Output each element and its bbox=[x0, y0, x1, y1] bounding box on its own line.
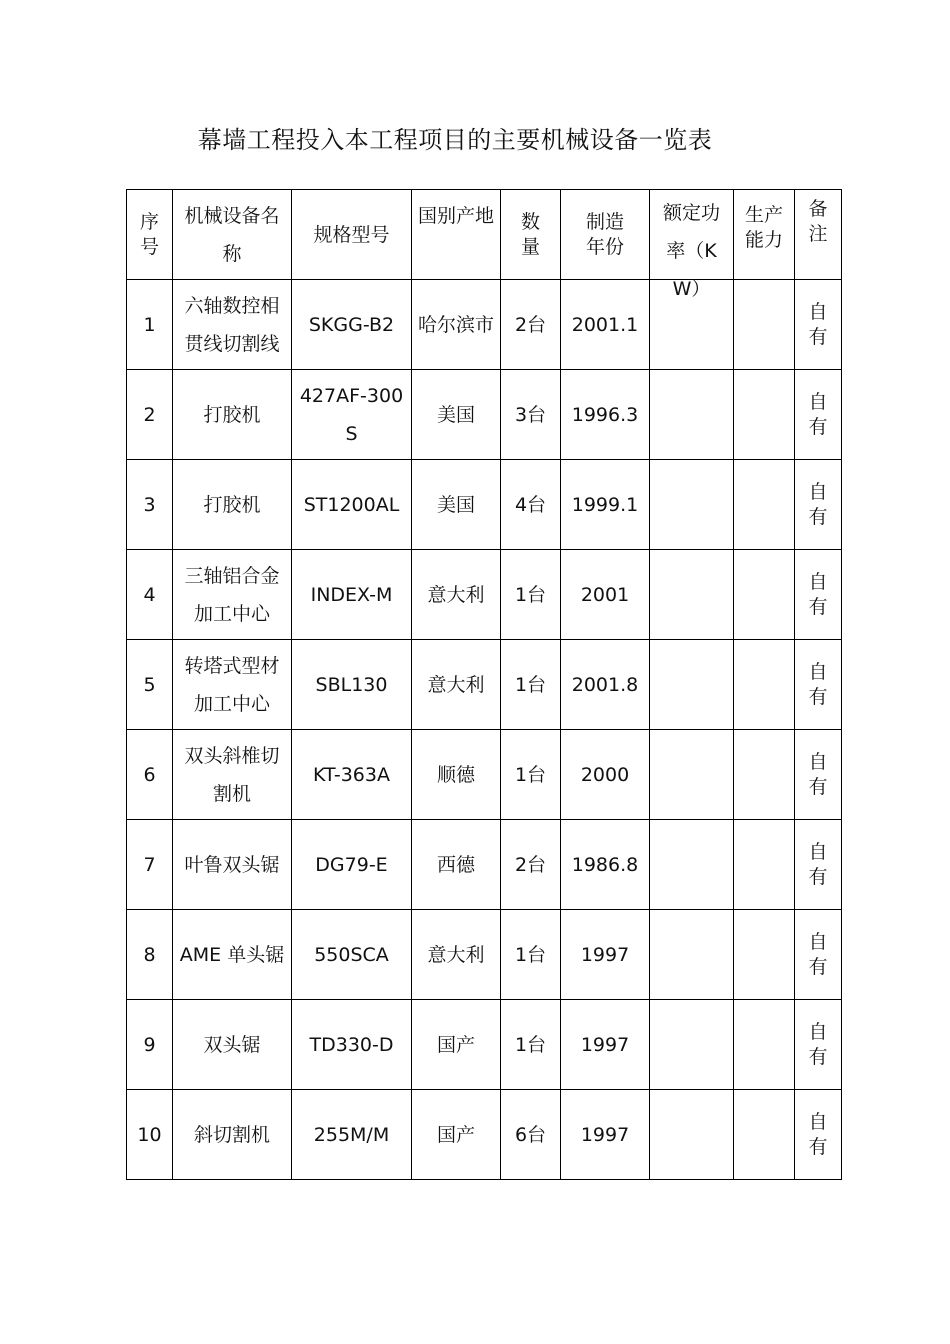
cell-quantity: 1台 bbox=[501, 910, 561, 1000]
cell-origin: 顺德 bbox=[412, 730, 501, 820]
cell-note: 自有 bbox=[795, 640, 842, 730]
cell-origin: 美国 bbox=[412, 460, 501, 550]
cell-note: 自有 bbox=[795, 1090, 842, 1180]
cell-origin: 国产 bbox=[412, 1090, 501, 1180]
table-row bbox=[127, 730, 842, 820]
cell-name: AME 单头锯 bbox=[173, 910, 292, 1000]
cell-quantity: 4台 bbox=[501, 460, 561, 550]
cell-index: 7 bbox=[127, 820, 173, 910]
cell-origin: 意大利 bbox=[412, 640, 501, 730]
cell-model: 255M/M bbox=[292, 1090, 412, 1180]
header-origin: 国别产地 bbox=[412, 190, 501, 280]
table-header-row bbox=[127, 190, 842, 280]
cell-name: 打胶机 bbox=[173, 370, 292, 460]
cell-year: 1996.3 bbox=[561, 370, 650, 460]
table-row bbox=[127, 640, 842, 730]
table-row bbox=[127, 370, 842, 460]
cell-capacity bbox=[734, 550, 795, 640]
cell-year: 2001.8 bbox=[561, 640, 650, 730]
cell-origin: 意大利 bbox=[412, 910, 501, 1000]
cell-model: ST1200AL bbox=[292, 460, 412, 550]
cell-model: INDEX-M bbox=[292, 550, 412, 640]
cell-power bbox=[650, 1000, 734, 1090]
cell-capacity bbox=[734, 370, 795, 460]
cell-year: 2001 bbox=[561, 550, 650, 640]
cell-name: 斜切割机 bbox=[173, 1090, 292, 1180]
cell-year: 2001.1 bbox=[561, 280, 650, 370]
cell-power bbox=[650, 1090, 734, 1180]
page-title: 幕墙工程投入本工程项目的主要机械设备一览表 bbox=[197, 126, 713, 154]
cell-note: 自有 bbox=[795, 550, 842, 640]
header-capacity: 生产能力 bbox=[734, 190, 795, 280]
cell-model: 427AF-300S bbox=[292, 370, 412, 460]
cell-quantity: 2台 bbox=[501, 820, 561, 910]
cell-capacity bbox=[734, 1000, 795, 1090]
cell-quantity: 3台 bbox=[501, 370, 561, 460]
cell-power bbox=[650, 910, 734, 1000]
cell-year: 1986.8 bbox=[561, 820, 650, 910]
cell-power bbox=[650, 820, 734, 910]
cell-model: 550SCA bbox=[292, 910, 412, 1000]
cell-index: 5 bbox=[127, 640, 173, 730]
cell-name: 三轴铝合金加工中心 bbox=[173, 550, 292, 640]
cell-year: 1999.1 bbox=[561, 460, 650, 550]
cell-power bbox=[650, 370, 734, 460]
cell-quantity: 1台 bbox=[501, 550, 561, 640]
cell-model: DG79-E bbox=[292, 820, 412, 910]
table-row bbox=[127, 1000, 842, 1090]
cell-year: 1997 bbox=[561, 1090, 650, 1180]
cell-quantity: 1台 bbox=[501, 730, 561, 820]
equipment-table bbox=[126, 189, 842, 1180]
cell-index: 2 bbox=[127, 370, 173, 460]
cell-note: 自有 bbox=[795, 910, 842, 1000]
cell-name: 转塔式型材加工中心 bbox=[173, 640, 292, 730]
table-row bbox=[127, 1090, 842, 1180]
cell-note: 自有 bbox=[795, 820, 842, 910]
table-row bbox=[127, 820, 842, 910]
cell-name: 双头锯 bbox=[173, 1000, 292, 1090]
cell-capacity bbox=[734, 460, 795, 550]
cell-origin: 意大利 bbox=[412, 550, 501, 640]
cell-origin: 美国 bbox=[412, 370, 501, 460]
cell-index: 1 bbox=[127, 280, 173, 370]
table-row bbox=[127, 550, 842, 640]
cell-year: 1997 bbox=[561, 1000, 650, 1090]
header-year: 制造年份 bbox=[561, 190, 650, 280]
cell-index: 8 bbox=[127, 910, 173, 1000]
cell-origin: 哈尔滨市 bbox=[412, 280, 501, 370]
cell-quantity: 1台 bbox=[501, 640, 561, 730]
cell-note: 自有 bbox=[795, 1000, 842, 1090]
cell-model: TD330-D bbox=[292, 1000, 412, 1090]
cell-capacity bbox=[734, 280, 795, 370]
table-row bbox=[127, 460, 842, 550]
cell-model: SBL130 bbox=[292, 640, 412, 730]
header-name: 机械设备名称 bbox=[173, 190, 292, 280]
header-quantity: 数量 bbox=[501, 190, 561, 280]
table-row bbox=[127, 910, 842, 1000]
cell-model: KT-363A bbox=[292, 730, 412, 820]
cell-quantity: 6台 bbox=[501, 1090, 561, 1180]
cell-year: 2000 bbox=[561, 730, 650, 820]
cell-index: 9 bbox=[127, 1000, 173, 1090]
cell-origin: 国产 bbox=[412, 1000, 501, 1090]
cell-name: 六轴数控相贯线切割线 bbox=[173, 280, 292, 370]
cell-note: 自有 bbox=[795, 280, 842, 370]
cell-power bbox=[650, 550, 734, 640]
cell-quantity: 1台 bbox=[501, 1000, 561, 1090]
cell-note: 自有 bbox=[795, 370, 842, 460]
header-model: 规格型号 bbox=[292, 190, 412, 280]
cell-capacity bbox=[734, 910, 795, 1000]
cell-index: 10 bbox=[127, 1090, 173, 1180]
cell-capacity bbox=[734, 730, 795, 820]
cell-capacity bbox=[734, 1090, 795, 1180]
cell-name: 打胶机 bbox=[173, 460, 292, 550]
cell-capacity bbox=[734, 640, 795, 730]
cell-power bbox=[650, 460, 734, 550]
cell-origin: 西德 bbox=[412, 820, 501, 910]
cell-name: 叶鲁双头锯 bbox=[173, 820, 292, 910]
cell-note: 自有 bbox=[795, 730, 842, 820]
header-power: 额定功率（KW） bbox=[650, 190, 734, 280]
cell-index: 4 bbox=[127, 550, 173, 640]
cell-index: 3 bbox=[127, 460, 173, 550]
cell-model: SKGG-B2 bbox=[292, 280, 412, 370]
cell-year: 1997 bbox=[561, 910, 650, 1000]
cell-name: 双头斜椎切割机 bbox=[173, 730, 292, 820]
header-note: 备注 bbox=[795, 190, 842, 280]
cell-note: 自有 bbox=[795, 460, 842, 550]
cell-power bbox=[650, 730, 734, 820]
cell-index: 6 bbox=[127, 730, 173, 820]
cell-capacity bbox=[734, 820, 795, 910]
cell-quantity: 2台 bbox=[501, 280, 561, 370]
cell-power bbox=[650, 640, 734, 730]
header-index: 序号 bbox=[127, 190, 173, 280]
table-row bbox=[127, 280, 842, 370]
